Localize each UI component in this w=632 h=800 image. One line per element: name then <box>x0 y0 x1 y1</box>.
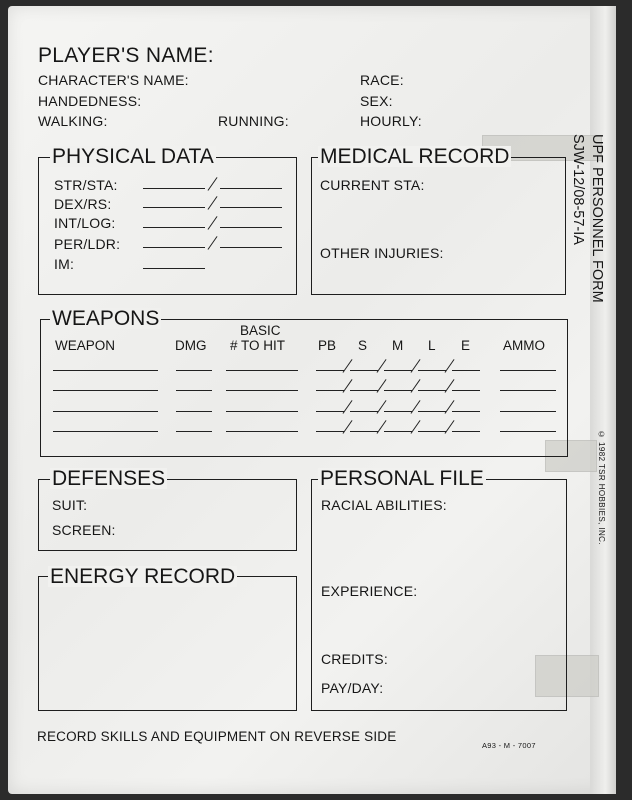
weapons-title: WEAPONS <box>52 307 160 330</box>
weapon-to-hit-blank[interactable] <box>226 431 298 432</box>
col-e: E <box>461 338 471 353</box>
weapon-range-blank[interactable] <box>384 411 412 412</box>
weapon-ammo-blank[interactable] <box>500 431 556 432</box>
weapon-range-blank[interactable] <box>452 370 480 371</box>
footer-note: RECORD SKILLS AND EQUIPMENT ON REVERSE SIDE <box>37 729 397 744</box>
physical-data-title: PHYSICAL DATA <box>52 145 214 168</box>
characters-name-label: CHARACTER'S NAME: <box>38 72 189 88</box>
col-m: M <box>392 338 404 353</box>
weapon-range-blank[interactable] <box>452 411 480 412</box>
dex-rs-label: DEX/RS: <box>54 196 112 212</box>
weapon-to-hit-blank[interactable] <box>226 390 298 391</box>
weapon-range-blank[interactable] <box>418 431 446 432</box>
pay-day-label: PAY/DAY: <box>321 680 384 696</box>
int-blank[interactable] <box>143 227 205 228</box>
weapon-range-blank[interactable] <box>418 411 446 412</box>
per-blank[interactable] <box>143 247 205 248</box>
im-label: IM: <box>54 256 75 272</box>
col-s: S <box>358 338 368 353</box>
weapon-range-blank[interactable] <box>418 390 446 391</box>
weapon-range-blank[interactable] <box>316 431 344 432</box>
weapon-range-blank[interactable] <box>350 370 378 371</box>
weapon-range-blank[interactable] <box>384 370 412 371</box>
experience-label: EXPERIENCE: <box>321 583 418 599</box>
current-sta-label: CURRENT STA: <box>320 177 425 193</box>
col-basic: BASIC <box>240 323 281 338</box>
weapon-to-hit-blank[interactable] <box>226 370 298 371</box>
copyright-vertical <box>597 430 606 545</box>
race-label: RACE: <box>360 72 404 88</box>
sta-blank[interactable] <box>220 188 282 189</box>
weapon-name-blank[interactable] <box>53 411 158 412</box>
weapon-ammo-blank[interactable] <box>500 370 556 371</box>
col-weapon: WEAPON <box>55 338 116 353</box>
weapon-name-blank[interactable] <box>53 431 158 432</box>
form-code: SJW-12/08-57-IA <box>570 134 586 245</box>
personal-file-title: PERSONAL FILE <box>320 467 484 490</box>
col-dmg: DMG <box>175 338 207 353</box>
col-pb: PB <box>318 338 337 353</box>
weapon-ammo-blank[interactable] <box>500 390 556 391</box>
weapon-range-blank[interactable] <box>452 390 480 391</box>
weapon-dmg-blank[interactable] <box>176 390 212 391</box>
weapon-range-blank[interactable] <box>350 390 378 391</box>
im-blank[interactable] <box>143 268 205 269</box>
weapon-dmg-blank[interactable] <box>176 431 212 432</box>
racial-abilities-label: RACIAL ABILITIES: <box>321 497 447 513</box>
weapon-dmg-blank[interactable] <box>176 370 212 371</box>
log-blank[interactable] <box>220 227 282 228</box>
form-title-vertical <box>588 134 605 303</box>
str-sta-label: STR/STA: <box>54 177 118 193</box>
copyright-text: © 1982 TSR HOBBIES, INC. <box>597 430 606 545</box>
weapon-to-hit-blank[interactable] <box>226 411 298 412</box>
rs-blank[interactable] <box>220 207 282 208</box>
dex-blank[interactable] <box>143 207 205 208</box>
energy-record-box <box>38 576 297 711</box>
weapon-range-blank[interactable] <box>350 411 378 412</box>
col-to-hit: # TO HIT <box>230 338 286 353</box>
credits-label: CREDITS: <box>321 651 388 667</box>
form-code-vertical <box>569 134 586 245</box>
handedness-label: HANDEDNESS: <box>38 93 142 109</box>
footer-code: A93 - M - 7007 <box>482 741 536 750</box>
weapon-range-blank[interactable] <box>418 370 446 371</box>
weapon-range-blank[interactable] <box>452 431 480 432</box>
weapon-ammo-blank[interactable] <box>500 411 556 412</box>
other-injuries-label: OTHER INJURIES: <box>320 245 444 261</box>
defenses-title: DEFENSES <box>52 467 166 490</box>
weapon-range-blank[interactable] <box>384 431 412 432</box>
screen-label: SCREEN: <box>52 522 116 538</box>
medical-record-title: MEDICAL RECORD <box>320 145 510 168</box>
walking-label: WALKING: <box>38 113 108 129</box>
weapon-name-blank[interactable] <box>53 390 158 391</box>
energy-record-title: ENERGY RECORD <box>50 565 236 588</box>
weapons-box <box>40 319 568 457</box>
weapon-range-blank[interactable] <box>384 390 412 391</box>
weapon-range-blank[interactable] <box>316 370 344 371</box>
players-name-label: PLAYER'S NAME: <box>38 44 214 67</box>
col-ammo: AMMO <box>503 338 545 353</box>
form-title: UPF PERSONNEL FORM <box>589 134 605 303</box>
hourly-label: HOURLY: <box>360 113 422 129</box>
weapon-name-blank[interactable] <box>53 370 158 371</box>
weapon-range-blank[interactable] <box>350 431 378 432</box>
running-label: RUNNING: <box>218 113 289 129</box>
suit-label: SUIT: <box>52 497 88 513</box>
weapon-range-blank[interactable] <box>316 390 344 391</box>
str-blank[interactable] <box>143 188 205 189</box>
sex-label: SEX: <box>360 93 393 109</box>
col-l: L <box>428 338 436 353</box>
ldr-blank[interactable] <box>220 247 282 248</box>
per-ldr-label: PER/LDR: <box>54 236 121 252</box>
weapon-dmg-blank[interactable] <box>176 411 212 412</box>
weapon-range-blank[interactable] <box>316 411 344 412</box>
int-log-label: INT/LOG: <box>54 215 116 231</box>
